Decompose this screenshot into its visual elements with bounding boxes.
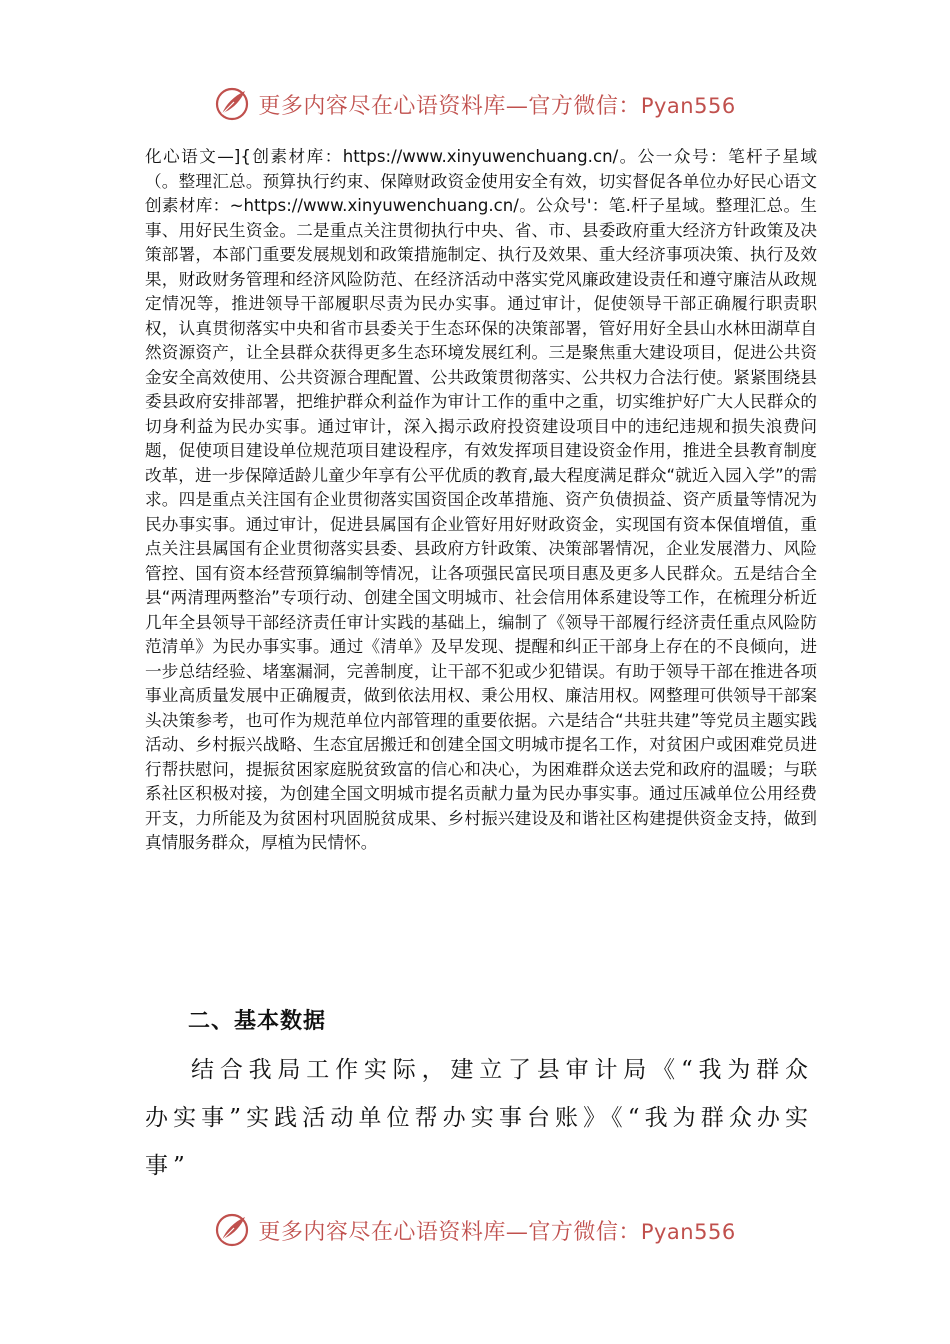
feather-pen-logo-icon — [214, 86, 250, 122]
section-heading: 二、基本数据 — [188, 1009, 327, 1034]
footer-banner-text: 更多内容尽在心语资料库—官方微信：Pyan556 — [258, 1219, 736, 1245]
section-lead-paragraph: 结合我局工作实际，建立了县审计局《“我为群众办实事”实践活动单位帮办实事台账》《“我为群众办实事” — [145, 1057, 813, 1179]
header-banner — [0, 82, 950, 126]
wechat-handle: Pyan556 — [640, 1219, 736, 1244]
header-banner-text: 更多内容尽在心语资料库—官方微信：Pyan556 — [258, 93, 736, 119]
body-paragraph: 化心语文—]{创素材库：https://www.xinyuwenchuang.cn/。公一众号：笔杆子星域（。整理汇总。预算执行约束、保障财政资金使用安全有效，切实督促各单位办好民心语文创素材库：~https://www.xinyuwenchuang.cn/。公众号'：笔.杆子星域。整理汇总。生事、用好民生资金。二是重点关注贯彻执行中央、省、市、县委政府重大经济方针政策及决策部署，本部门重要发展规划和政策措施制定、执行及效果、重大经济事项决策、执行及效果，财政财务管理和经济风险防范、在经济活动中落实党风廉政建设责任和遵守廉洁从政规定情况等，推进领导干部履职尽责为民办实事。通过审计，促使领导干部正确履行职责职权，认真贯彻落实中央和省市县委关于生态环保的决策部署，管好用好全县山水林田湖草自然资源资产，让全县群众获得更多生态环境发展红利。三是聚焦重大建设项目，促进公共资金安全高效使用、公共资源合理配置、公共政策贯彻落实、公共权力合法行使。紧紧围绕县委县政府安排部署，把维护群众利益作为审计工作的重中之重，切实维护好广大人民群众的切身利益为民办实事。通过审计，深入揭示政府投资建设项目中的违纪违规和损失浪费问题，促使项目建设单位规范项目建设程序，有效发挥项目建设资金作用，推进全县教育制度改革，进一步保障适龄儿童少年享有公平优质的教育,最大程度满足群众“就近入园入学”的需求。四是重点关注国有企业贯彻落实国资国企改革措施、资产负债损益、资产质量等情况为民办事实事。通过审计，促进县属国有企业管好用好财政资金，实现国有资本保值增值，重点关注县属国有企业贯彻落实县委、县政府方针政策、决策部署情况，企业发展潜力、风险管控、国有资本经营预算编制等情况，让各项强民富民项目惠及更多人民群众。五是结合全县“两清理两整治”专项行动、创建全国文明城市、社会信用体系建设等工作，在梳理分析近几年全县领导干部经济责任审计实践的基础上，编制了《领导干部履行经济责任重点风险防范清单》为民办事实事。通过《清单》及早发现、提醒和纠正干部身上存在的不良倾向，进一步总结经验、堵塞漏洞，完善制度，让干部不犯或少犯错误。有助于领导干部在推进各项事业高质量发展中正确履责，做到依法用权、秉公用权、廉洁用权。网整理可供领导干部案头决策参考，也可作为规范单位内部管理的重要依据。六是结合“共驻共建”等党员主题实践活动、乡村振兴战略、生态宜居搬迁和创建全国文明城市提名工作，对贫困户或困难党员进行帮扶慰问，提振贫困家庭脱贫致富的信心和决心，为困难群众送去党和政府的温暖；与联系社区积极对接，为创建全国文明城市提名贡献力量为民办事实事。通过压减单位公用经费开支，力所能及为贫困村巩固脱贫成果、乡村振兴建设及和谐社区构建提供资金支持，做到真情服务群众，厚植为民情怀。 — [145, 147, 817, 852]
feather-pen-logo-icon — [214, 1212, 250, 1248]
footer-banner — [0, 1208, 950, 1252]
wechat-handle: Pyan556 — [640, 93, 736, 118]
